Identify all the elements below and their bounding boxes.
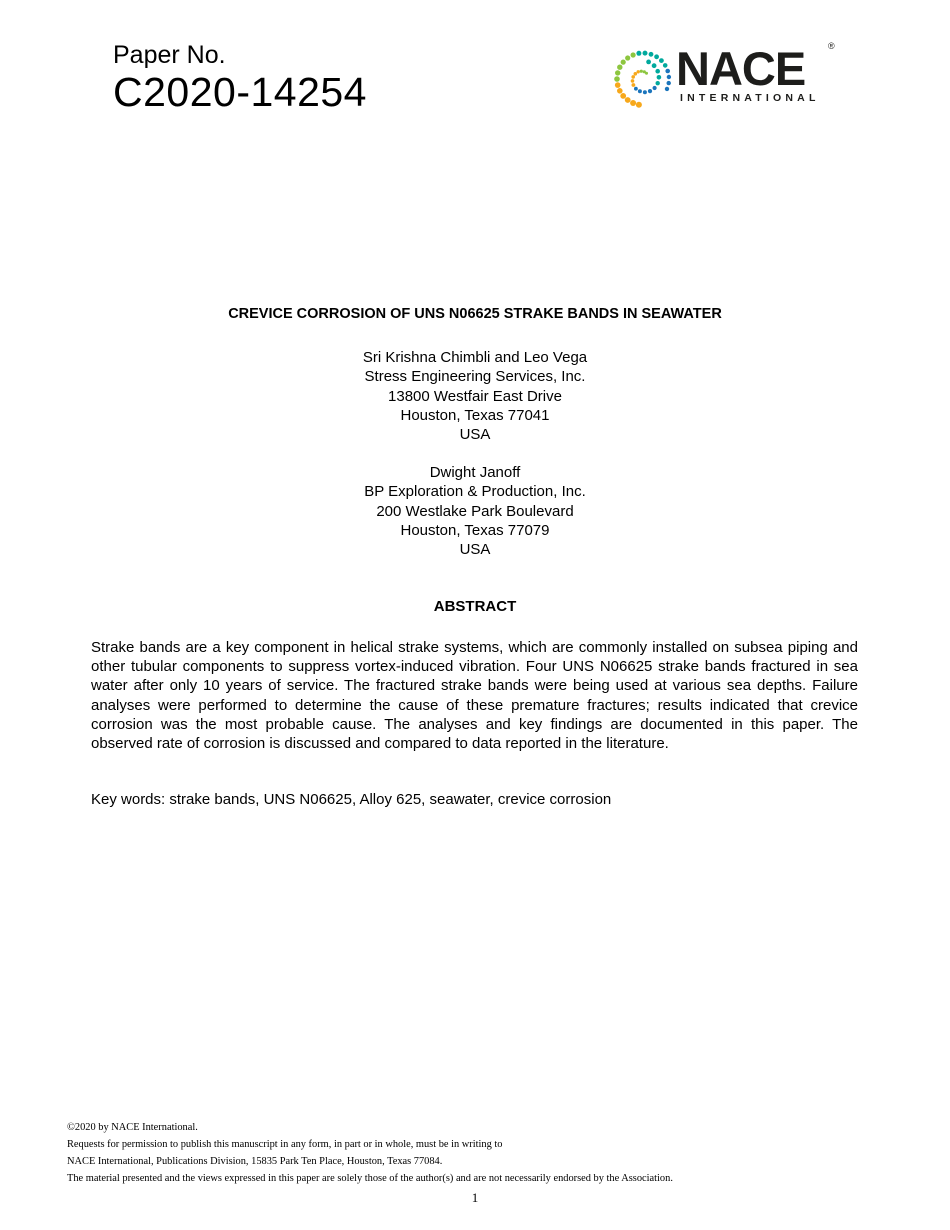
logo-dot xyxy=(614,76,620,82)
logo-dot xyxy=(654,54,659,59)
logo-dot xyxy=(636,51,641,56)
author-names: Dwight Janoff xyxy=(429,464,521,481)
logo-dot xyxy=(643,90,647,94)
logo-dot xyxy=(643,51,648,56)
author-affiliation: Stress Engineering Services, Inc. xyxy=(364,368,586,386)
footer-line: Requests for permission to publish this manuscript in any form, in part or in whole, must be in writing to xyxy=(67,1139,503,1150)
logo-dot xyxy=(667,81,671,85)
logo-dot xyxy=(640,70,643,73)
nace-logo-mark-icon xyxy=(612,48,674,110)
abstract-heading: ABSTRACT xyxy=(433,598,517,615)
logo-dot xyxy=(646,60,651,65)
author-street: 13800 Westfair East Drive xyxy=(388,387,562,405)
footer-line: The material presented and the views expressed in this paper are solely those of the author(s) and are not necessarily endorsed by the Association. xyxy=(67,1173,673,1184)
logo-wordmark: NACE xyxy=(676,42,806,95)
logo-dot xyxy=(645,72,648,75)
paper-number-block xyxy=(113,40,367,114)
logo-dot xyxy=(634,87,638,91)
logo-dot xyxy=(632,83,636,87)
logo-dot xyxy=(637,70,640,73)
logo-dot xyxy=(665,69,670,74)
logo-dot xyxy=(657,75,662,80)
abstract-body: Strake bands are a key component in helical strake systems, which are commonly installed on subsea piping and other tubular components to suppress vortex-induced vibration. Four UNS N06625 strake bands fractured in sea water after only 10 years of service. The fractured strake bands were being used at various sea depths. Failure analyses were performed to determine the cause of these premature fractures; results indicated that crevice corrosion was the most probable cause. The analyses and key findings are documented in this paper. The observed rate of corrosion is discussed and compared to data reported in the literature. xyxy=(91,639,858,753)
logo-dot xyxy=(667,75,671,79)
logo-dot xyxy=(663,63,668,68)
paper-title: CREVICE CORROSION OF UNS N06625 STRAKE BANDS IN SEAWATER xyxy=(228,306,722,322)
logo-dot xyxy=(631,79,635,83)
author-city: Houston, Texas 77041 xyxy=(400,406,550,424)
logo-dot xyxy=(634,72,638,76)
author-names: Sri Krishna Chimbli and Leo Vega xyxy=(362,349,588,366)
logo-dot xyxy=(638,89,642,93)
author-street: 200 Westlake Park Boulevard xyxy=(376,502,574,520)
registered-mark: ® xyxy=(828,41,835,51)
logo-dot xyxy=(617,88,623,94)
paper-number: C2020-14254 xyxy=(113,69,367,115)
logo-dot xyxy=(617,65,622,70)
page-number: 1 xyxy=(471,1190,479,1205)
logo-dot xyxy=(636,102,642,108)
logo-dot xyxy=(625,55,630,60)
logo-dot xyxy=(655,69,660,74)
footer-line: ©2020 by NACE International. xyxy=(67,1122,198,1133)
logo-dot xyxy=(652,63,657,68)
author-block-2 xyxy=(0,463,950,559)
logo-dot xyxy=(648,89,652,93)
logo-dot xyxy=(625,97,631,103)
author-country: USA xyxy=(459,541,491,559)
logo-dot xyxy=(620,93,626,99)
logo-dot xyxy=(659,58,664,63)
nace-logo xyxy=(612,40,842,110)
logo-dot xyxy=(656,81,660,85)
logo-dot xyxy=(615,82,621,88)
footer-line: NACE International, Publications Division, 15835 Park Ten Place, Houston, Texas 77084. xyxy=(67,1156,443,1167)
logo-dot xyxy=(615,70,620,75)
logo-subtitle: INTERNATIONAL xyxy=(680,92,820,104)
logo-dot xyxy=(631,75,635,79)
logo-dot xyxy=(621,60,626,65)
logo-dot xyxy=(653,86,657,90)
paper-number-label: Paper No. xyxy=(113,41,226,69)
copyright-footer xyxy=(67,1119,673,1187)
logo-dot xyxy=(630,100,636,106)
author-block-1 xyxy=(0,348,950,444)
logo-dot xyxy=(665,87,669,91)
author-city: Houston, Texas 77079 xyxy=(400,521,550,539)
author-affiliation: BP Exploration & Production, Inc. xyxy=(364,483,586,501)
logo-dot xyxy=(649,52,654,57)
keywords: Key words: strake bands, UNS N06625, Alloy 625, seawater, crevice corrosion xyxy=(91,791,612,808)
author-country: USA xyxy=(459,426,491,444)
logo-dot xyxy=(631,52,636,57)
